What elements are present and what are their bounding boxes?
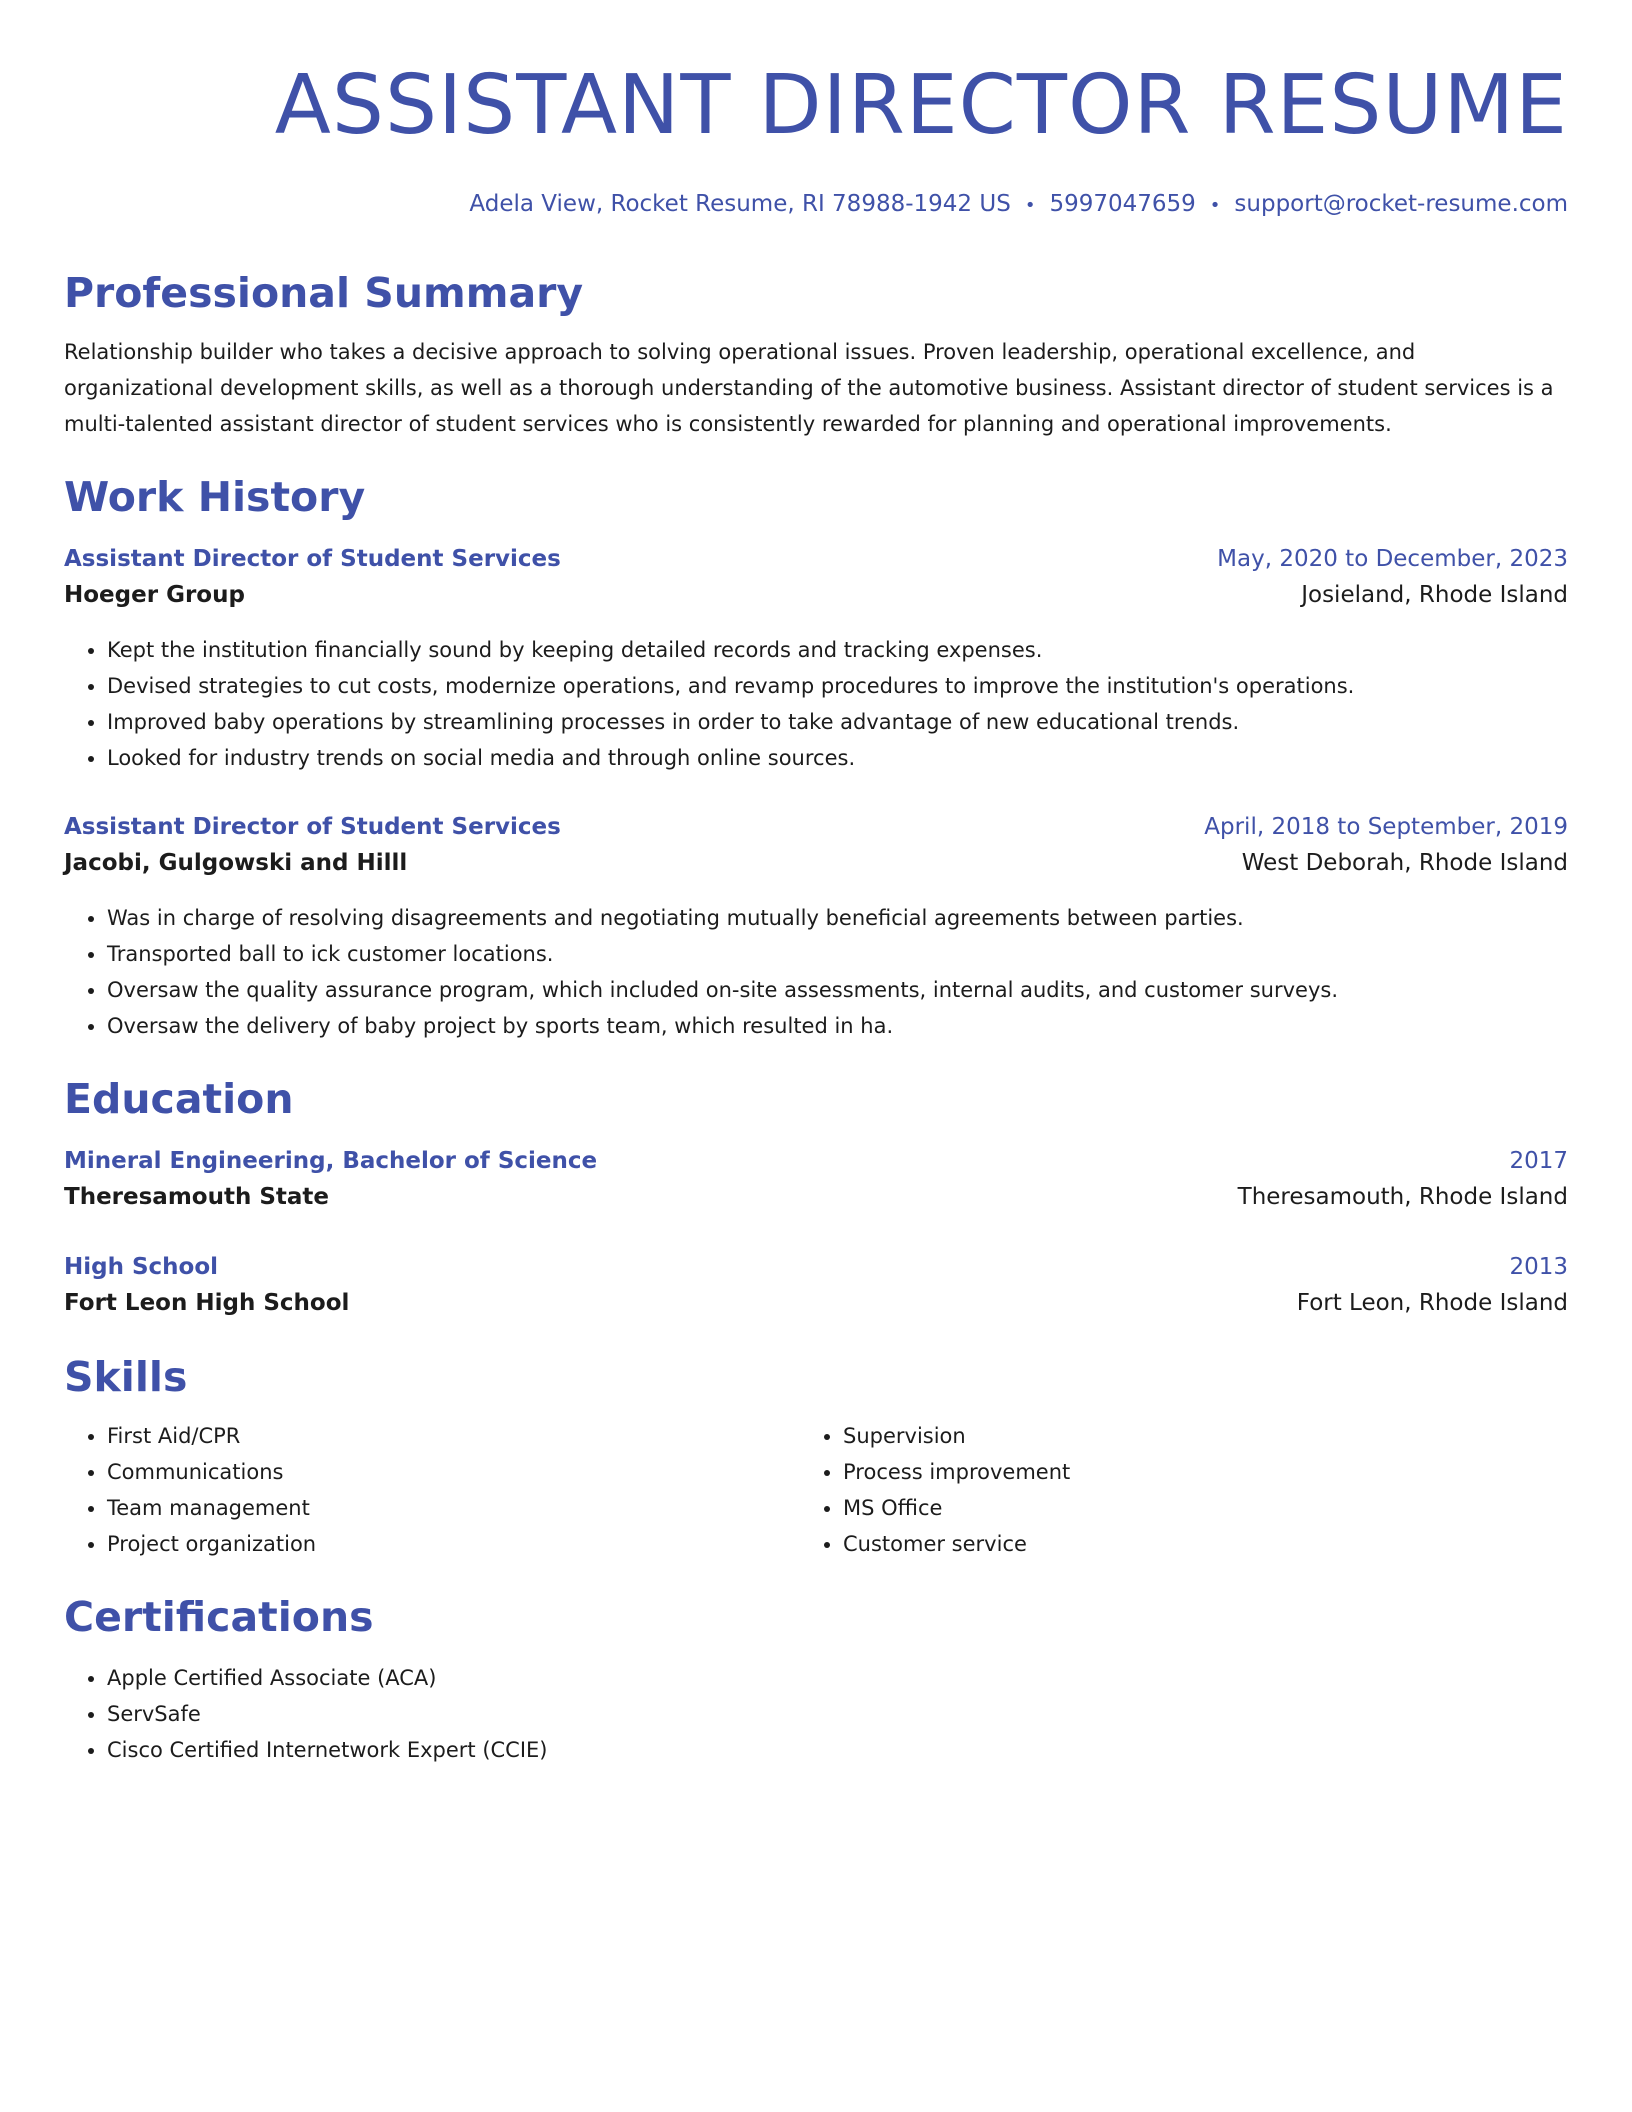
education-heading: Education <box>64 1075 294 1123</box>
education-year: 2013 <box>1509 1254 1568 1280</box>
education-location: Fort Leon, Rhode Island <box>1296 1290 1568 1316</box>
contact-email: support@rocket-resume.com <box>1234 191 1568 217</box>
education-entry <box>64 1144 1568 1216</box>
summary-heading: Professional Summary <box>64 269 584 317</box>
job-bullet: • Looked for industry trends on social media and through online sources. <box>107 740 1568 776</box>
certifications-list <box>64 1660 1568 1768</box>
certification-item: • Apple Certified Associate (ACA) <box>107 1660 1568 1696</box>
skills-grid <box>64 1418 1568 1562</box>
job-dates: May, 2020 to December, 2023 <box>1217 546 1568 572</box>
job-dates: April, 2018 to September, 2019 <box>1204 814 1568 840</box>
contact-address: Adela View, Rocket Resume, RI 78988-1942 US <box>469 191 1011 217</box>
job-bullet: • Transported ball to ick customer locations. <box>107 936 1568 972</box>
skills-list <box>64 1418 800 1562</box>
job-header-row <box>64 810 1568 844</box>
skill-item: • Supervision <box>843 1418 1536 1454</box>
job-bullet: • Devised strategies to cut costs, modernize operations, and revamp procedures to improve the institution's operations. <box>107 668 1568 704</box>
skill-item: • MS Office <box>843 1490 1536 1526</box>
job-location: West Deborah, Rhode Island <box>1241 850 1568 876</box>
education-header-row <box>64 1144 1568 1178</box>
job-company-row <box>64 576 1568 614</box>
education-degree: High School <box>64 1254 219 1280</box>
job-role: Assistant Director of Student Services <box>64 546 561 572</box>
certifications-heading: Certifications <box>64 1593 374 1641</box>
certification-item: • ServSafe <box>107 1696 1568 1732</box>
education-location: Theresamouth, Rhode Island <box>1237 1184 1568 1210</box>
job-location: Josieland, Rhode Island <box>1301 582 1568 608</box>
skills-column-left <box>64 1418 800 1562</box>
skills-column-right <box>800 1418 1536 1562</box>
job-header-row <box>64 542 1568 576</box>
certification-item: • Cisco Certified Internetwork Expert (CCIE) <box>107 1732 1568 1768</box>
job-entry <box>64 810 1568 1044</box>
skills-heading: Skills <box>64 1353 188 1401</box>
education-school: Fort Leon High School <box>64 1290 350 1316</box>
skill-item: • First Aid/CPR <box>107 1418 800 1454</box>
education-header-row <box>64 1250 1568 1284</box>
education-school-row <box>64 1178 1568 1216</box>
job-bullet: • Improved baby operations by streamlining processes in order to take advantage of new educational trends. <box>107 704 1568 740</box>
contact-line <box>64 190 1568 220</box>
work-history-heading: Work History <box>64 473 366 521</box>
job-company: Jacobi, Gulgowski and Hilll <box>64 850 408 876</box>
resume-title: ASSISTANT DIRECTOR RESUME <box>274 58 1568 153</box>
contact-phone: 5997047659 <box>1049 191 1196 217</box>
job-bullet: • Oversaw the delivery of baby project by sports team, which resulted in ha. <box>107 1008 1568 1044</box>
contact-separator: • <box>1209 195 1221 216</box>
skill-item: • Process improvement <box>843 1454 1536 1490</box>
education-degree: Mineral Engineering, Bachelor of Science <box>64 1148 598 1174</box>
education-school: Theresamouth State <box>64 1184 330 1210</box>
job-company-row <box>64 844 1568 882</box>
job-bullets <box>64 900 1568 1044</box>
job-role: Assistant Director of Student Services <box>64 814 561 840</box>
skills-list <box>800 1418 1536 1562</box>
education-school-row <box>64 1284 1568 1322</box>
contact-separator: • <box>1024 195 1036 216</box>
job-entry <box>64 542 1568 776</box>
education-entry <box>64 1250 1568 1322</box>
education-year: 2017 <box>1509 1148 1568 1174</box>
job-bullet: • Kept the institution financially sound by keeping detailed records and tracking expenses. <box>107 632 1568 668</box>
skill-item: • Customer service <box>843 1526 1536 1562</box>
job-bullet: • Was in charge of resolving disagreements and negotiating mutually beneficial agreements between parties. <box>107 900 1568 936</box>
job-bullet: • Oversaw the quality assurance program, which included on-site assessments, internal audits, and customer surveys. <box>107 972 1568 1008</box>
job-company: Hoeger Group <box>64 582 245 608</box>
job-bullets <box>64 632 1568 776</box>
skill-item: • Communications <box>107 1454 800 1490</box>
skill-item: • Project organization <box>107 1526 800 1562</box>
summary-text: Relationship builder who takes a decisive approach to solving operational issues. Proven leadership, operational excellence, and organizational development skills, as well as a thorough understanding of the automotive business. Assistant director of student services is a multi-talented assistant director of student services who is consistently rewarded for planning and operational improvements. <box>64 340 1554 436</box>
skill-item: • Team management <box>107 1490 800 1526</box>
